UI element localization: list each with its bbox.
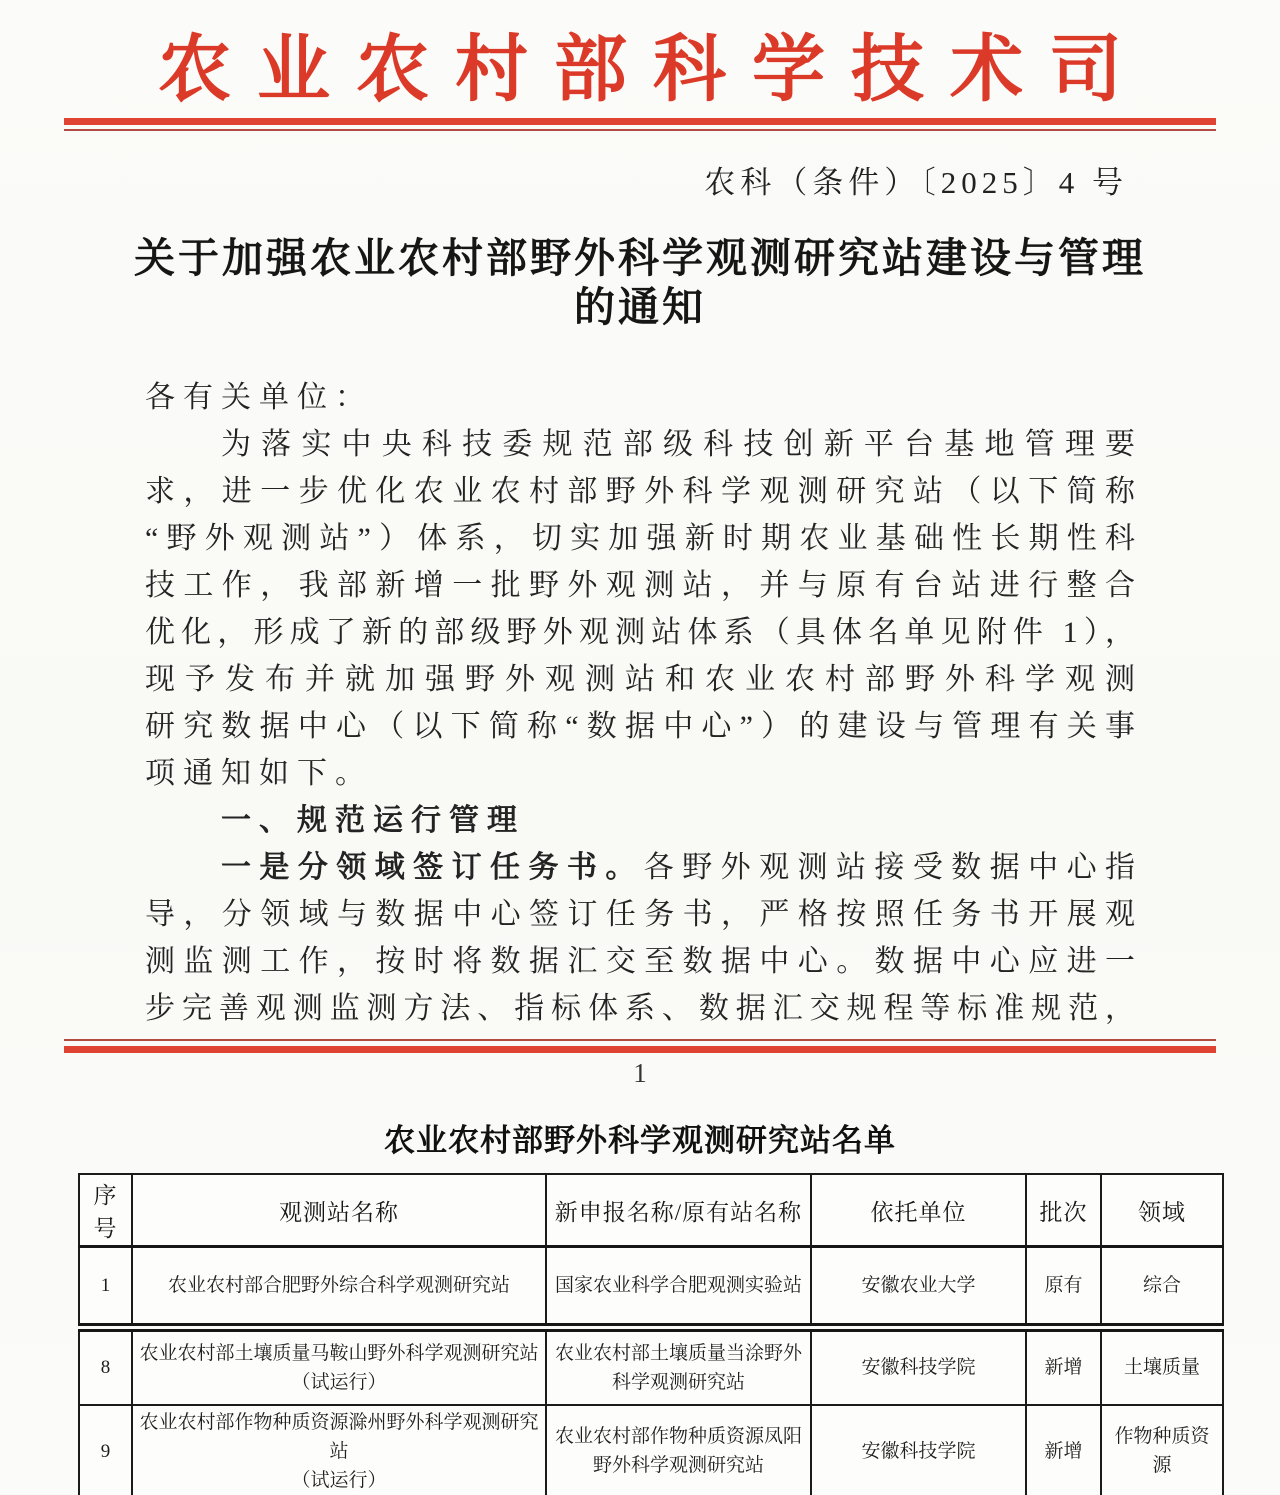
table-header-cell: 依托单位 bbox=[811, 1174, 1026, 1247]
letterhead-title: 农业农村部科学技术司 bbox=[158, 29, 1148, 110]
body-line: 导，分领域与数据中心签订任务书，严格按照任务书开展观 bbox=[145, 898, 1135, 931]
institution-cell: 安徽科技学院 bbox=[811, 1331, 1026, 1405]
body-line-bold-text: 一是分领域签订任务书。 bbox=[221, 851, 644, 884]
notice-body bbox=[145, 374, 1135, 1032]
row-number-cell: 9 bbox=[79, 1405, 132, 1495]
station-name-cell: 农业农村部土壤质量马鞍山野外科学观测研究站 （试运行） bbox=[132, 1331, 546, 1405]
table-header-cell: 批次 bbox=[1026, 1174, 1101, 1247]
new-name-cell: 农业农村部土壤质量当涂野外科学观测研究站 bbox=[546, 1331, 811, 1405]
body-line: 一是分领域签订任务书。各野外观测站接受数据中心指 bbox=[221, 851, 1136, 884]
batch-cell: 新增 bbox=[1026, 1331, 1101, 1405]
document-number: 农科（条件）〔2025〕4 号 bbox=[704, 165, 1128, 200]
notice-title-line1: 关于加强农业农村部野外科学观测研究站建设与管理 bbox=[134, 235, 1146, 281]
footer-divider bbox=[64, 1039, 1216, 1053]
stations-table-page1 bbox=[78, 1173, 1224, 1326]
row-number-cell: 8 bbox=[79, 1331, 132, 1405]
batch-cell: 原有 bbox=[1026, 1247, 1101, 1325]
divider-thick-line bbox=[64, 118, 1216, 125]
divider-thin-line bbox=[64, 129, 1216, 131]
field-cell: 综合 bbox=[1101, 1247, 1223, 1325]
institution-cell: 安徽农业大学 bbox=[811, 1247, 1026, 1325]
field-cell: 作物种质资源 bbox=[1101, 1405, 1223, 1495]
table-header-cell: 新申报名称/原有站名称 bbox=[546, 1174, 811, 1247]
body-line: 测监测工作，按时将数据汇交至数据中心。数据中心应进一 bbox=[145, 945, 1135, 978]
table-row bbox=[79, 1247, 1223, 1325]
body-line-bold-text: 一、规范运行管理 bbox=[221, 804, 525, 837]
body-line: 研究数据中心（以下简称“数据中心”）的建设与管理有关事 bbox=[145, 710, 1135, 743]
new-name-cell: 国家农业科学合肥观测实验站 bbox=[546, 1247, 811, 1325]
body-line: 各有关单位： bbox=[145, 381, 373, 414]
notice-title-line2: 的通知 bbox=[574, 284, 706, 330]
body-line: 现予发布并就加强野外观测站和农业农村部野外科学观测 bbox=[145, 663, 1135, 696]
letterhead-divider bbox=[64, 118, 1216, 131]
divider-thin-line bbox=[64, 1039, 1216, 1041]
notice-title bbox=[0, 234, 1280, 332]
body-line: 技工作，我部新增一批野外观测站，并与原有台站进行整合 bbox=[145, 569, 1135, 602]
table-header-cell: 领域 bbox=[1101, 1174, 1223, 1247]
trial-run-label: （试运行） bbox=[291, 1469, 387, 1491]
table-header-cell: 序号 bbox=[79, 1174, 132, 1247]
body-line: 项通知如下。 bbox=[145, 757, 373, 790]
divider-thick-line bbox=[64, 1046, 1216, 1053]
stations-table-page2 bbox=[78, 1329, 1224, 1495]
row-number-cell: 1 bbox=[79, 1247, 132, 1325]
body-line: 求，进一步优化农业农村部野外科学观测研究站（以下简称 bbox=[145, 475, 1135, 508]
table-header-row bbox=[79, 1174, 1223, 1247]
new-name-cell: 农业农村部作物种质资源凤阳野外科学观测研究站 bbox=[546, 1405, 811, 1495]
table-row bbox=[79, 1405, 1223, 1495]
body-line bbox=[145, 797, 1135, 844]
body-line: 为落实中央科技委规范部级科技创新平台基地管理要 bbox=[221, 428, 1135, 461]
page-number: 1 bbox=[633, 1058, 647, 1088]
table-row bbox=[79, 1331, 1223, 1405]
station-name-cell: 农业农村部合肥野外综合科学观测研究站 bbox=[132, 1247, 546, 1325]
body-line: 优化，形成了新的部级野外观测站体系（具体名单见附件 1）， bbox=[145, 616, 1135, 649]
institution-cell: 安徽科技学院 bbox=[811, 1405, 1026, 1495]
body-line: “野外观测站”）体系，切实加强新时期农业基础性长期性科 bbox=[145, 522, 1135, 555]
trial-run-label: （试运行） bbox=[291, 1371, 387, 1393]
attachment-title: 农业农村部野外科学观测研究站名单 bbox=[384, 1123, 896, 1158]
body-line: 步完善观测监测方法、指标体系、数据汇交规程等标准规范， bbox=[145, 992, 1135, 1025]
station-name-cell: 农业农村部作物种质资源滁州野外科学观测研究站 （试运行） bbox=[132, 1405, 546, 1495]
field-cell: 土壤质量 bbox=[1101, 1331, 1223, 1405]
stations-table bbox=[78, 1173, 1222, 1495]
table-header-cell: 观测站名称 bbox=[132, 1174, 546, 1247]
batch-cell: 新增 bbox=[1026, 1405, 1101, 1495]
